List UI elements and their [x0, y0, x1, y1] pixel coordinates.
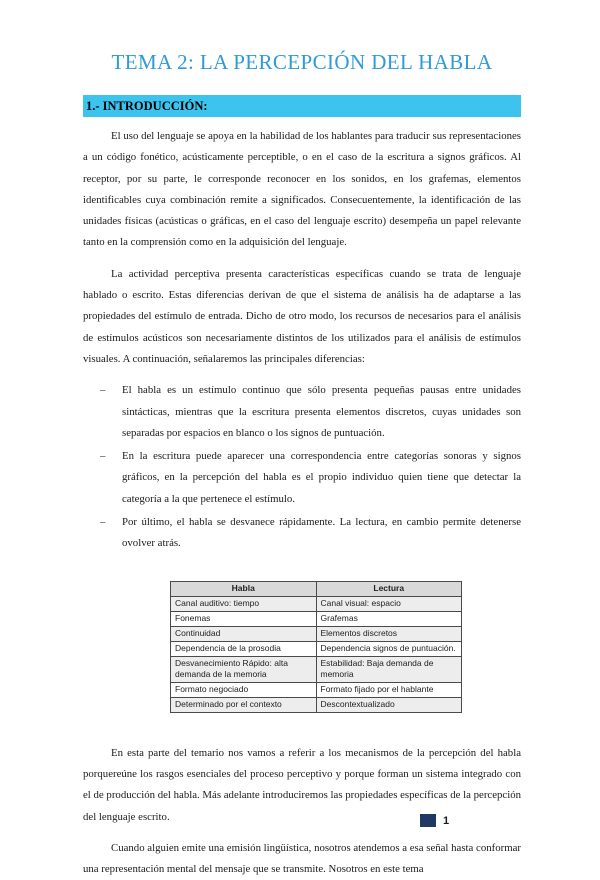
list-item-text: En la escritura puede aparecer una correspondencia entre categorías sonoras y signos gráficos, en la percepción del habla es el propio individuo quien tiene que detectar la categoría a la que pertenece el estímulo. [122, 450, 521, 505]
page-footer [420, 814, 449, 827]
table-row [171, 682, 462, 697]
table-cell: Dependencia de la prosodia [171, 641, 317, 656]
table-cell: Grafemas [316, 611, 462, 626]
table-row [171, 611, 462, 626]
table-cell: Descontextualizado [316, 697, 462, 712]
table-row [171, 641, 462, 656]
list-item-text: El habla es un estímulo continuo que sólo presenta pequeñas pausas entre unidades sintácticas, mientras que la escritura presenta elementos discretos, cuyas unidades son separadas por espacios en blanco o los signos de puntuación. [122, 384, 521, 439]
table-row [171, 697, 462, 712]
table-cell: Continuidad [171, 626, 317, 641]
dash-marker: – [100, 516, 106, 529]
bullet-list [100, 380, 521, 554]
paragraph: Cuando alguien emite una emisión lingüística, nosotros atendemos a esa señal hasta conformar una representación mental del mensaje que se transmite. Nosotros en este tema [83, 841, 521, 876]
dash-marker: – [100, 384, 106, 397]
footer-accent-bar [420, 814, 436, 827]
table-header-row [171, 581, 462, 596]
table-row [171, 626, 462, 641]
list-item [100, 380, 521, 444]
list-item [100, 512, 521, 555]
table-cell: Estabilidad: Baja demanda de memoria [316, 656, 462, 682]
dash-marker: – [100, 450, 106, 463]
list-item-text: Por último, el habla se desvanece rápidamente. La lectura, en cambio permite detenerse ovolver atrás. [122, 516, 521, 550]
paragraph: En esta parte del temario nos vamos a referir a los mecanismos de la percepción del habla porquereúne los rasgos esenciales del proceso perceptivo y porque forman un sistema integrado con el de producción del habla. Más adelante introduciremos las propiedades específicas de la percepción del lenguaje escrito. [83, 746, 521, 823]
table-cell: Formato fijado por el hablante [316, 682, 462, 697]
table-row [171, 596, 462, 611]
table-header-cell: Lectura [316, 581, 462, 596]
page-title: TEMA 2: LA PERCEPCIÓN DEL HABLA [111, 50, 493, 74]
page-number: 1 [443, 814, 450, 827]
table-cell: Canal auditivo: tiempo [171, 596, 317, 611]
paragraph: El uso del lenguaje se apoya en la habilidad de los hablantes para traducir sus representaciones a un código fonético, acústicamente perceptible, o en el caso de la escritura a signos gráficos. Al receptor, por su parte, le corresponde reconocer en los sonidos, en los grafemas, elementos identificables cuya combinación remite a significados. Consecuentemente, la identificación de las unidades físicas (acústicas o gráficas, en el caso del lenguaje escrito) desempeña un papel relevante tanto en la comprensión como en la adquisición del lenguaje. [83, 130, 521, 249]
table-cell: Fonemas [171, 611, 317, 626]
list-item [100, 446, 521, 510]
table-row [171, 656, 462, 682]
paragraph: La actividad perceptiva presenta características específicas cuando se trata de lenguaje hablado o escrito. Estas diferencias derivan de que el sistema de análisis ha de adaptarse a las propiedades del estímulo de entrada. Dicho de otro modo, los recursos de necesarios para el análisis de estímulos acústicos son necesariamente distintos de los utilizados para el análisis de estímulos visuales. A continuación, señalaremos las principales diferencias: [83, 267, 521, 365]
comparison-table [170, 581, 462, 713]
table-cell: Dependencia signos de puntuación. [316, 641, 462, 656]
table-cell: Desvanecimiento Rápido: alta demanda de la memoria [171, 656, 317, 682]
table-cell: Determinado por el contexto [171, 697, 317, 712]
table-cell: Elementos discretos [316, 626, 462, 641]
table-header-cell: Habla [171, 581, 317, 596]
table-cell: Formato negociado [171, 682, 317, 697]
section-heading: 1.- INTRODUCCIÓN: [83, 95, 521, 117]
table-cell: Canal visual: espacio [316, 596, 462, 611]
